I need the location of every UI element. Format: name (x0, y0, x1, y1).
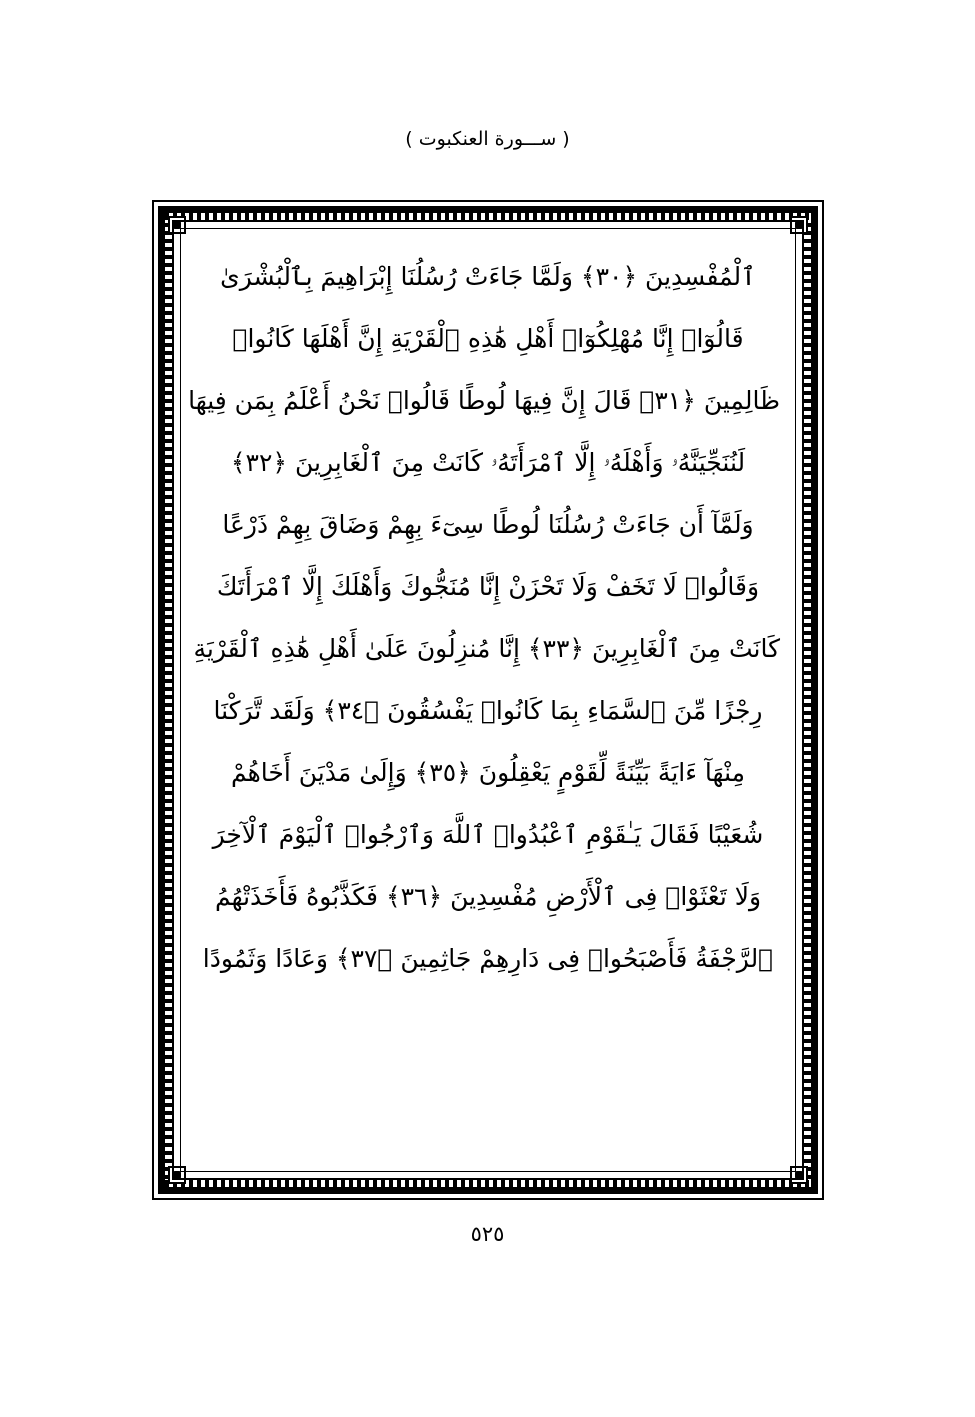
quran-line: ظَالِمِينَ ﴿٣١﴾ قَالَ إِنَّ فِيهَا لُوطًا قَالُوا۟ نَحْنُ أَعْلَمُ بِمَن فِيهَا (188, 386, 780, 415)
quran-line: قَالُوٓا۟ إِنَّا مُهْلِكُوٓا۟ أَهْلِ هَٰذِهِ ٱلْقَرْيَةِ إِنَّ أَهْلَهَا كَانُوا۟ (232, 324, 744, 353)
quran-line: رِجْزًا مِّنَ ٱلسَّمَاءِ بِمَا كَانُوا۟ يَفْسُقُونَ ﴿٣٤﴾ وَلَقَد تَّرَكْنَا (213, 696, 763, 725)
quran-line: مِنْهَآ ءَايَةً بَيِّنَةً لِّقَوْمٍ يَعْقِلُونَ ﴿٣٥﴾ وَإِلَىٰ مَدْيَنَ أَخَاهُمْ (230, 758, 745, 787)
quran-line: كَانَتْ مِنَ ٱلْغَابِرِينَ ﴿٣٣﴾ إِنَّا مُنزِلُونَ عَلَىٰ أَهْلِ هَٰذِهِ ٱلْقَرْيَةِ (193, 634, 780, 663)
quran-line: ٱلرَّجْفَةُ فَأَصْبَحُوا۟ فِى دَارِهِمْ جَاثِمِينَ ﴿٣٧﴾ وَعَادًا وَثَمُودًا (202, 944, 774, 973)
surah-header: ( ســـورة العنكبوت ) (405, 128, 570, 150)
quran-text-block (188, 246, 780, 1156)
quran-line: ٱلْمُفْسِدِينَ ﴿٣٠﴾ وَلَمَّا جَاءَتْ رُسُلُنَا إِبْرَاهِيمَ بِٱلْبُشْرَىٰ (220, 262, 756, 291)
page-number: ٥٢٥ (470, 1222, 505, 1246)
quran-line: شُعَيْبًا فَقَالَ يَـٰقَوْمِ ٱعْبُدُوا۟ ٱللَّهَ وَٱرْجُوا۟ ٱلْيَوْمَ ٱلْآخِرَ (212, 820, 764, 849)
quran-line: وَلَا تَعْثَوْا۟ فِى ٱلْأَرْضِ مُفْسِدِينَ ﴿٣٦﴾ فَكَذَّبُوهُ فَأَخَذَتْهُمُ (214, 882, 762, 911)
quran-line: وَلَمَّآ أَن جَاءَتْ رُسُلُنَا لُوطًا سِىٓءَ بِهِمْ وَضَاقَ بِهِمْ ذَرْعًا (222, 510, 754, 539)
quran-line: لَنُنَجِّيَنَّهُۥ وَأَهْلَهُۥ إِلَّا ٱمْرَأَتَهُۥ كَانَتْ مِنَ ٱلْغَابِرِينَ ﴿٣٢﴾ (230, 448, 746, 477)
quran-line: وَقَالُوا۟ لَا تَخَفْ وَلَا تَحْزَنْ إِنَّا مُنَجُّوكَ وَأَهْلَكَ إِلَّا ٱمْرَأَتَكَ (216, 572, 760, 601)
